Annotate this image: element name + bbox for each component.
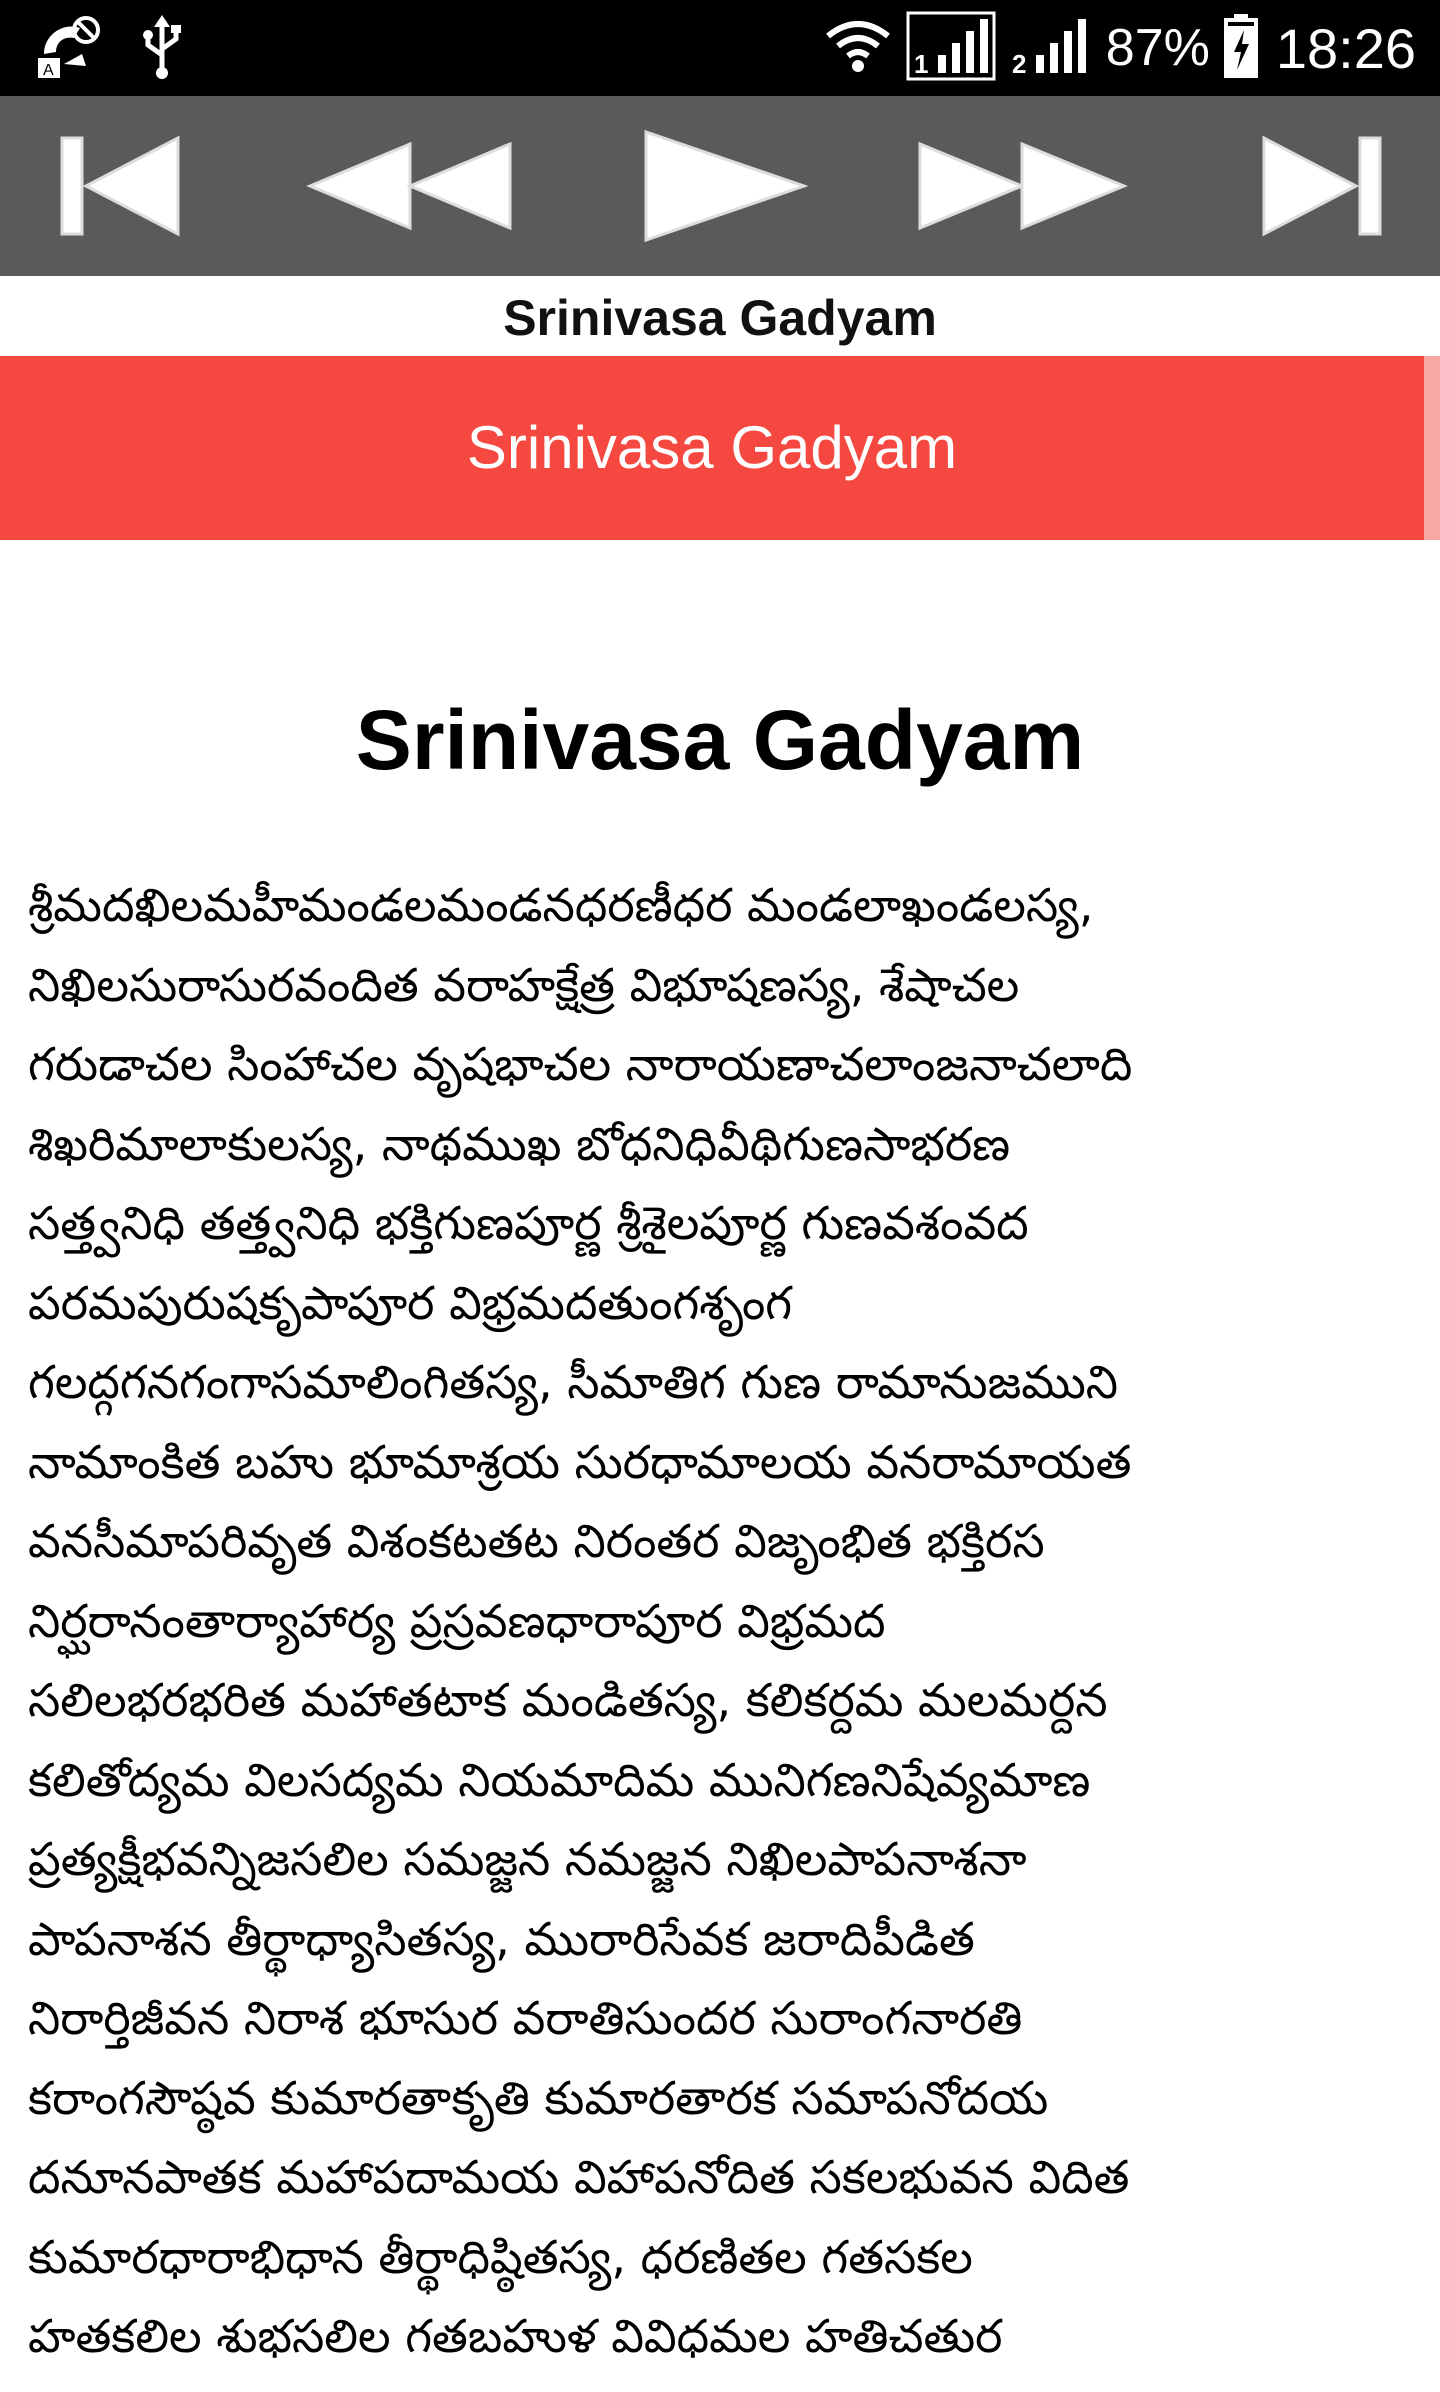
fast-forward-button[interactable]	[910, 126, 1136, 246]
svg-text:1: 1	[913, 49, 929, 79]
text-line: కరాంగసౌష్ఠవ కుమారతాకృతి కుమారతారక సమాపనోదయ	[28, 2070, 1049, 2125]
text-line: నిర్ఘరానంతార్యాహార్య ప్రస్రవణధారాపూర విభ్రమద	[28, 1593, 886, 1648]
skip-previous-icon	[52, 126, 188, 246]
skip-previous-button[interactable]	[52, 126, 188, 246]
text-line: పాపనాశన తీర్థాధ్యాసితస్య, మురారిసేవక జరాదిపీడిత	[28, 1911, 975, 1966]
text-line: నిఖిలసురాసురవందిత వరాహక్షేత్ర విభూషణస్య, శేషాచల	[28, 957, 1020, 1012]
battery-percent: 87%	[1105, 19, 1210, 77]
signal-sim2-icon	[1010, 11, 1092, 85]
text-line: హతకలిల శుభసలిల గతబహుళ వివిధమల హతిచతుర	[28, 2309, 1003, 2363]
rewind-icon	[300, 126, 520, 246]
status-bar	[0, 0, 1440, 96]
text-line: గలద్గగనగంగాసమాలింగితస్య, సీమాతిగ గుణ రామానుజముని	[28, 1355, 1119, 1409]
battery-charging-icon	[1224, 14, 1258, 82]
skip-next-button[interactable]	[1254, 126, 1390, 246]
fast-forward-icon	[910, 126, 1136, 246]
text-line: నిరార్తిజీవన నిరాశ భూసుర వరాతిసుందర సురాంగనారతి	[28, 1991, 1023, 2045]
media-player-controls	[0, 96, 1440, 276]
wifi-icon	[824, 18, 892, 78]
app-title: Srinivasa Gadyam	[0, 276, 1440, 356]
text-line: కలితోద్యమ విలసద్యమ నియమాదిమ మునిగణనిషేవ్యమాణ	[28, 1752, 1091, 1807]
missed-call-icon	[34, 14, 104, 84]
usb-icon	[140, 15, 184, 83]
text-line: శ్రీమదఖిలమహీమండలమండనధరణీధర మండలాఖండలస్య,	[28, 878, 1094, 932]
clock: 18:26	[1275, 16, 1416, 80]
text-line: కుమారధారాభిధాన తీర్థాధిష్ఠితస్య, ధరణితల గతసకల	[28, 2229, 973, 2284]
text-line: శిఖరిమాలాకులస్య, నాథముఖ బోధనిధివీథిగుణసాభరణ	[28, 1116, 1011, 1171]
stotram-text	[28, 866, 1418, 2377]
text-line: దనూనపాతక మహాపదామయ విహాపనోదిత సకలభువన విదిత	[28, 2150, 1130, 2204]
text-line: ప్రత్యక్షీభవన్నిజసలిల సమజ్జన నమజ్జన నిఖిలపాపనాశనా	[28, 1832, 1027, 1886]
signal-sim1-icon	[906, 11, 996, 85]
svg-text:A: A	[43, 62, 54, 79]
play-icon	[632, 126, 812, 246]
svg-text:2: 2	[1011, 49, 1027, 79]
scroll-indicator	[1424, 356, 1440, 540]
text-line: సత్త్వనిధి తత్త్వనిధి భక్తిగుణపూర్ణ శ్రీశైలపూర్ణ గుణవశంవద	[28, 1196, 1029, 1250]
rewind-button[interactable]	[300, 126, 520, 246]
content-heading: Srinivasa Gadyam	[355, 693, 1085, 787]
text-line: గరుడాచల సింహాచల వృషభాచల నారాయణాచలాంజనాచలాది	[28, 1037, 1133, 1091]
text-line: సలిలభరభరిత మహాతటాక మండితస్య, కలికర్దమ మలమర్దన	[28, 1673, 1108, 1727]
skip-next-icon	[1254, 126, 1390, 246]
text-line: వనసీమాపరివృత విశంకటతట నిరంతర విజృంభిత భక్తిరస	[28, 1514, 1045, 1568]
play-button[interactable]	[632, 126, 812, 246]
text-line: నామాంకిత బహు భూమాశ్రయ సురధామాలయ వనరామాయత	[28, 1434, 1132, 1489]
text-line: పరమపురుషకృపాపూర విభ్రమదతుంగశృంగ	[28, 1275, 793, 1330]
section-title-bar: Srinivasa Gadyam	[0, 356, 1424, 540]
